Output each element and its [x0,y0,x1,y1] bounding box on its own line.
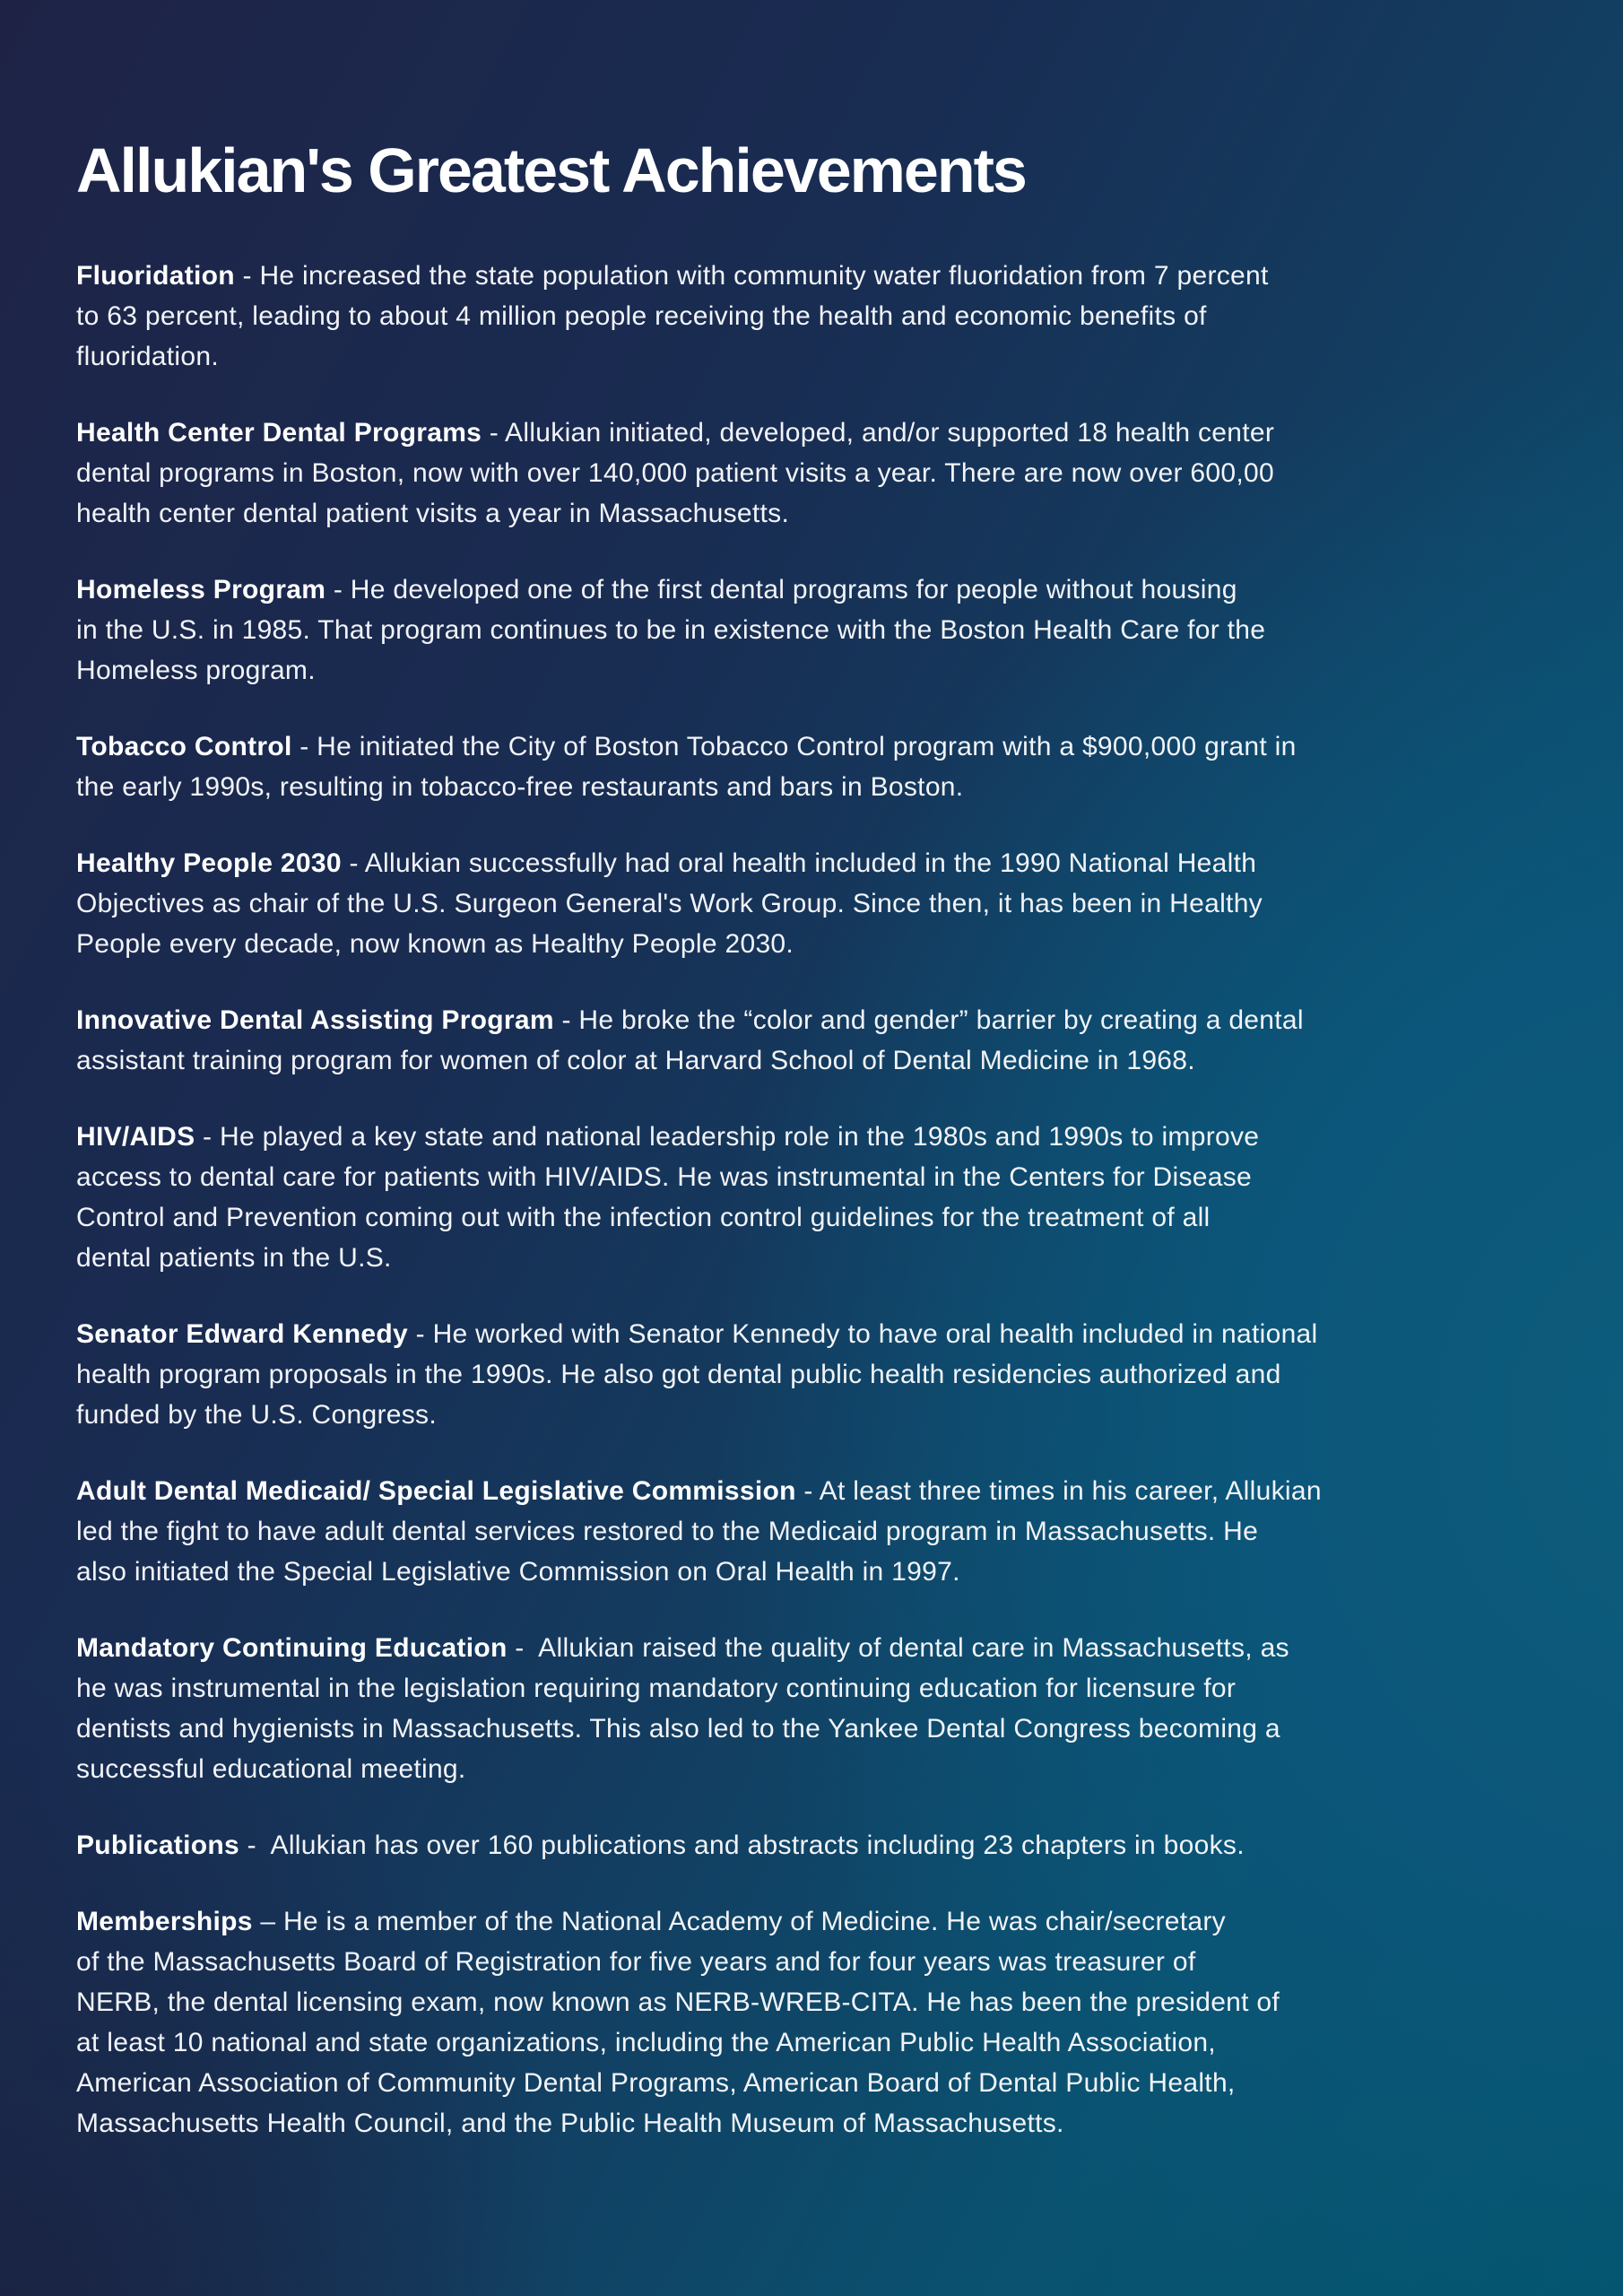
paragraph-text: - He initiated the City of Boston Tobacco Control program with a $900,000 grant in [291,731,1297,761]
page-title: Allukian's Greatest Achievements [76,135,1026,205]
paragraph-text: - He developed one of the first dental programs for people without housing [325,574,1237,604]
paragraph-line [76,1901,1547,1942]
achievement-memberships [76,1901,1547,2144]
paragraph-text: - Allukian initiated, developed, and/or supported 18 health center [482,417,1275,448]
paragraph-line [76,570,1547,610]
achievement-term: Publications [76,1830,239,1860]
achievement-term: Fluoridation [76,260,235,291]
paragraph-text: - Allukian successfully had oral health included in the 1990 National Health [341,848,1257,878]
paragraph-line: Control and Prevention coming out with the infection control guidelines for the treatment of all [76,1202,1211,1232]
achievement-term: Health Center Dental Programs [76,417,482,448]
paragraph-line: successful educational meeting. [76,1753,466,1784]
achievement-innovative-dental-assisting-program [76,1000,1547,1081]
achievement-tobacco-control [76,726,1547,807]
achievement-term: Homeless Program [76,574,326,604]
paragraph-line [76,1471,1547,1511]
paragraph-line: health center dental patient visits a year in Massachusetts. [76,498,790,528]
paragraph-line: funded by the U.S. Congress. [76,1399,437,1430]
achievement-health-center-dental-programs [76,413,1547,534]
paragraph-text: - Allukian raised the quality of dental care in Massachusetts, as [507,1632,1289,1663]
paragraph-line [76,1825,1547,1866]
achievement-term: HIV/AIDS [76,1121,195,1152]
achievement-healthy-people-2030 [76,843,1547,964]
paragraph-line: dental patients in the U.S. [76,1242,392,1273]
achievement-hiv-aids [76,1117,1547,1278]
paragraph-text: - He worked with Senator Kennedy to have oral health included in national [408,1318,1318,1349]
achievement-homeless-program [76,570,1547,691]
achievement-term: Adult Dental Medicaid/ Special Legislative Commission [76,1475,796,1506]
achievement-term: Healthy People 2030 [76,848,342,878]
paragraph-line: to 63 percent, leading to about 4 million people receiving the health and economic benefits of [76,300,1207,331]
paragraph-text: - He played a key state and national leadership role in the 1980s and 1990s to improve [195,1121,1260,1152]
paragraph-line [76,726,1547,767]
achievement-term: Memberships [76,1906,253,1936]
paragraph-text: - At least three times in his career, Allukian [795,1475,1322,1506]
paragraph-line [76,1000,1547,1040]
paragraph-text: - He broke the “color and gender” barrier by creating a dental [553,1004,1304,1035]
achievement-publications [76,1825,1547,1866]
paragraph-line: dentists and hygienists in Massachusetts. This also led to the Yankee Dental Congress becoming a [76,1713,1280,1744]
paragraph-line [76,413,1547,453]
paragraph-line: NERB, the dental licensing exam, now known as NERB-WREB-CITA. He has been the president of [76,1987,1280,2017]
achievement-fluoridation [76,256,1547,377]
achievement-term: Mandatory Continuing Education [76,1632,508,1663]
achievement-adult-dental-medicaid-commission [76,1471,1547,1592]
achievement-term: Tobacco Control [76,731,292,761]
paragraph-text: - Allukian has over 160 publications and abstracts including 23 chapters in books. [239,1830,1245,1860]
paragraph-line: led the fight to have adult dental services restored to the Medicaid program in Massachusetts. He [76,1516,1259,1546]
paragraph-line: Homeless program. [76,655,316,685]
paragraph-line: Massachusetts Health Council, and the Public Health Museum of Massachusetts. [76,2108,1064,2138]
achievement-term: Innovative Dental Assisting Program [76,1004,554,1035]
achievement-mandatory-continuing-education [76,1628,1547,1789]
paragraph-line [76,1628,1547,1668]
paragraph-line: fluoridation. [76,341,219,371]
paragraph-text: - He increased the state population with community water fluoridation from 7 percent [234,260,1269,291]
paragraph-line: he was instrumental in the legislation requiring mandatory continuing education for licensure for [76,1673,1237,1703]
paragraph-line: assistant training program for women of color at Harvard School of Dental Medicine in 1968. [76,1045,1195,1075]
paragraph-line: health program proposals in the 1990s. He also got dental public health residencies authorized and [76,1359,1281,1389]
paragraph-line [76,1117,1547,1157]
paragraph-line: People every decade, now known as Healthy People 2030. [76,928,794,959]
paragraph-line [76,256,1547,296]
paragraph-line: American Association of Community Dental Programs, American Board of Dental Public Health, [76,2067,1236,2098]
achievement-senator-edward-kennedy [76,1314,1547,1435]
paragraph-line: of the Massachusetts Board of Registration for five years and for four years was treasurer of [76,1946,1196,1977]
paragraph-line [76,843,1547,883]
paragraph-line: also initiated the Special Legislative Commission on Oral Health in 1997. [76,1556,960,1587]
paragraph-line [76,1314,1547,1354]
paragraph-line: at least 10 national and state organizations, including the American Public Health Association, [76,2027,1216,2057]
paragraph-line: the early 1990s, resulting in tobacco-free restaurants and bars in Boston. [76,771,964,802]
paragraph-line: Objectives as chair of the U.S. Surgeon General's Work Group. Since then, it has been in Healthy [76,888,1263,918]
paragraph-text: – He is a member of the National Academy of Medicine. He was chair/secretary [252,1906,1226,1936]
paragraph-line: access to dental care for patients with HIV/AIDS. He was instrumental in the Centers for Disease [76,1161,1253,1192]
achievement-term: Senator Edward Kennedy [76,1318,409,1349]
paragraph-line: in the U.S. in 1985. That program continues to be in existence with the Boston Health Care for the [76,614,1266,645]
paragraph-line: dental programs in Boston, now with over 140,000 patient visits a year. There are now over 600,00 [76,457,1274,488]
